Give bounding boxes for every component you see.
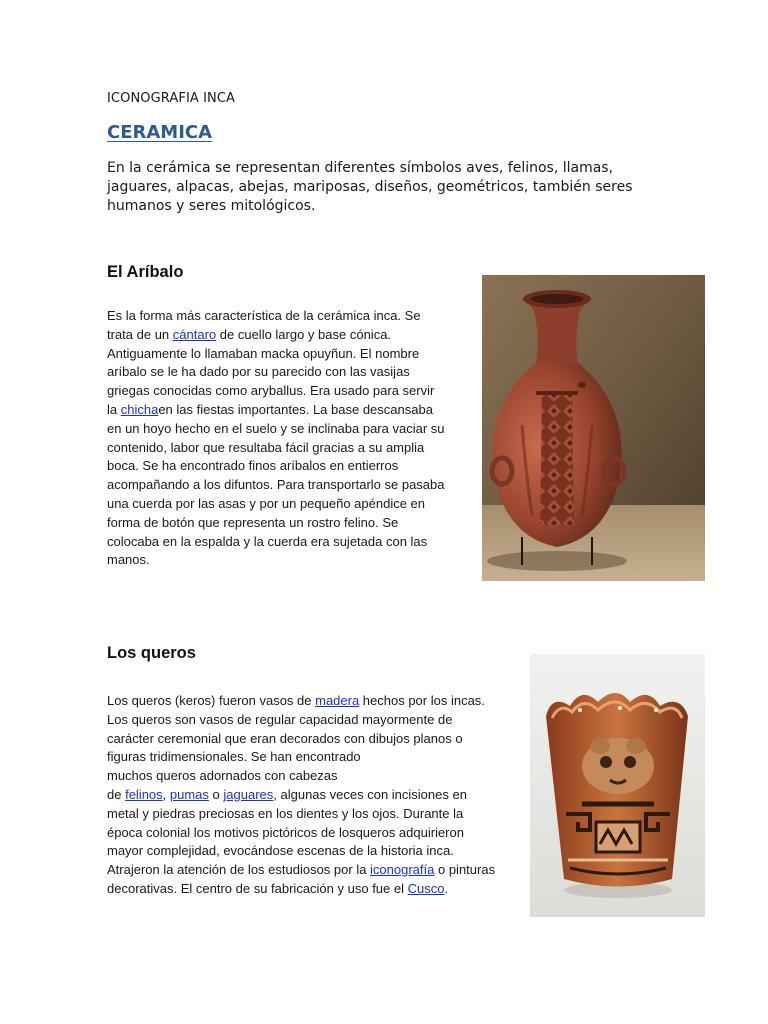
aribalo-heading: El Aríbalo [107,263,184,281]
link-cántaro[interactable]: cántaro [172,326,217,342]
text-line: forma de botón que representa un rostro felino. Se [107,514,399,530]
aribalo-paragraph [107,307,445,570]
link-cusco[interactable]: Cusco [407,880,445,896]
text-line: boca. Se ha encontrado finos aríbalos en entierros [107,458,399,474]
text-line: aríbalo se le ha dado por su parecido con las vasijas [107,364,410,380]
queros-heading: Los queros [107,644,196,662]
document-title: ICONOGRAFIA INCA [107,91,236,106]
text-line: la chichaen las fiestas importantes. La base descansaba [107,401,433,417]
text-line: Los queros son vasos de regular capacidad mayormente de [107,711,453,727]
link-jaguares[interactable]: jaguares [223,786,274,802]
text-line: Antiguamente lo llamaban macka opuyñun. El nombre [107,345,420,361]
link-felinos[interactable]: felinos [125,786,163,802]
text-line: trata de un cántaro de cuello largo y base cónica. [107,326,392,342]
aribalo-photo [482,275,705,581]
link-chicha[interactable]: chicha [120,401,159,417]
text-line: época colonial los motivos pictóricos de losqueros adquirieron [107,824,464,840]
text-line: Los queros (keros) fueron vasos de madera hechos por los incas. [107,693,485,708]
text-line: una cuerda por las asas y por un pequeño apéndice en [107,495,426,511]
text-line: muchos queros adornados con cabezas [107,768,338,784]
queros-paragraph [107,692,495,899]
link-iconografía[interactable]: iconografía [370,862,435,878]
text-line: de felinos, pumas o jaguares, algunas veces con incisiones en [107,786,467,802]
section-heading-ceramica[interactable]: CERAMICA [107,122,213,143]
text-line: Atrajeron la atención de los estudiosos por la iconografía o pinturas [107,862,496,878]
ceramica-intro-paragraph: En la cerámica se representan diferentes símbolos aves, felinos, llamas, jaguares, alpacas, abejas, mariposas, diseños, geométricos, también seres humanos y seres mitológicos. [107,160,633,214]
link-pumas[interactable]: pumas [169,786,209,802]
text-line: Es la forma más característica de la cerámica inca. Se [107,308,421,323]
text-line: carácter ceremonial que eran decorados con dibujos planos o [107,730,463,746]
queros-photo [530,654,705,917]
text-line: metal y piedras preciosas en los dientes y los ojos. Durante la [107,805,464,821]
link-madera[interactable]: madera [315,693,360,708]
text-line: griegas conocidas como aryballus. Era usado para servir [107,383,435,399]
text-line: contenido, labor que resultaba fácil gracias a su amplia [107,439,425,455]
text-line: figuras tridimensionales. Se han encontrado [107,749,361,765]
text-line: acompañando a los difuntos. Para transportarlo se pasaba [107,477,445,493]
text-line: en un hoyo hecho en el suelo y se inclinaba para vaciar su [107,420,445,436]
text-line: manos. [107,552,150,568]
text-line: decorativas. El centro de su fabricación y uso fue el Cusco. [107,880,449,896]
text-line: mayor complejidad, evocándose escenas de la historia inca. [107,843,454,859]
text-line: colocaba en la espalda y la cuerda era sujetada con las [107,533,428,549]
